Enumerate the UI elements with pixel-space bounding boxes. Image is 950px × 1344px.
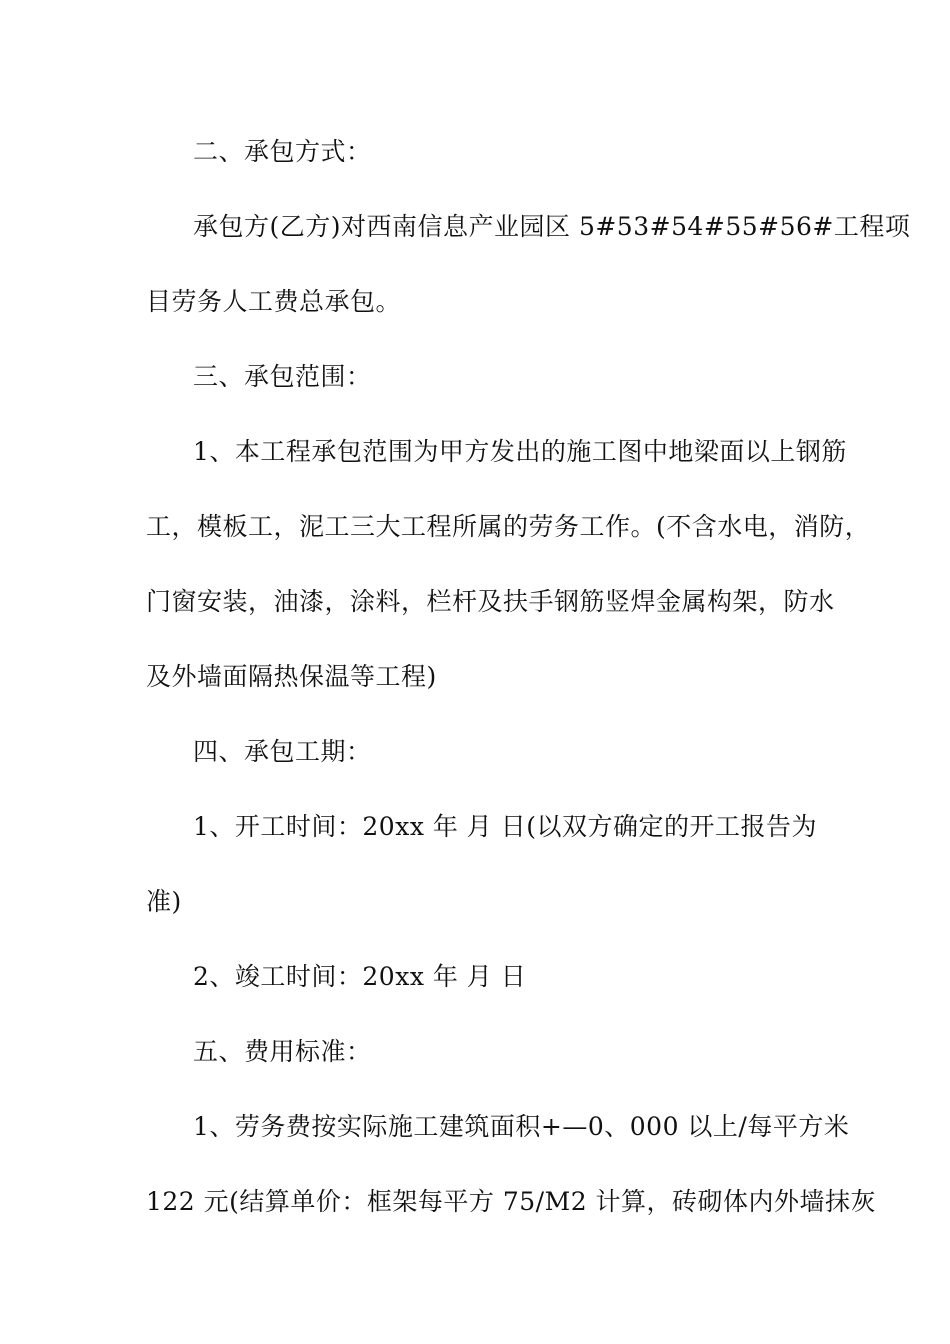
- paragraph-line: 目劳务人工费总承包。: [146, 287, 402, 316]
- paragraph-line: 准): [146, 887, 182, 916]
- section-heading-contract-method: 二、承包方式：: [193, 137, 372, 166]
- section-heading-contract-scope: 三、承包范围：: [193, 362, 372, 391]
- section-heading-contract-period: 四、承包工期：: [193, 737, 372, 766]
- paragraph-line: 122 元(结算单价：框架每平方 75/M2 计算，砖砌体内外墙抹灰: [146, 1187, 877, 1216]
- paragraph-line: 1、劳务费按实际施工建筑面积+—0、000 以上/每平方米: [193, 1112, 850, 1141]
- paragraph-line: 承包方(乙方)对西南信息产业园区 5#53#54#55#56#工程项: [193, 212, 911, 241]
- paragraph-line: 门窗安装，油漆，涂料，栏杆及扶手钢筋竖焊金属构架，防水: [146, 587, 835, 616]
- section-heading-fee-standard: 五、费用标准：: [193, 1037, 372, 1066]
- paragraph-line: 2、竣工时间：20xx 年 月 日: [193, 962, 527, 991]
- paragraph-line: 1、本工程承包范围为甲方发出的施工图中地梁面以上钢筋: [193, 437, 847, 466]
- paragraph-line: 1、开工时间：20xx 年 月 日(以双方确定的开工报告为: [193, 812, 818, 841]
- paragraph-line: 工，模板工，泥工三大工程所属的劳务工作。(不含水电，消防，: [146, 512, 871, 541]
- paragraph-line: 及外墙面隔热保温等工程): [146, 662, 437, 691]
